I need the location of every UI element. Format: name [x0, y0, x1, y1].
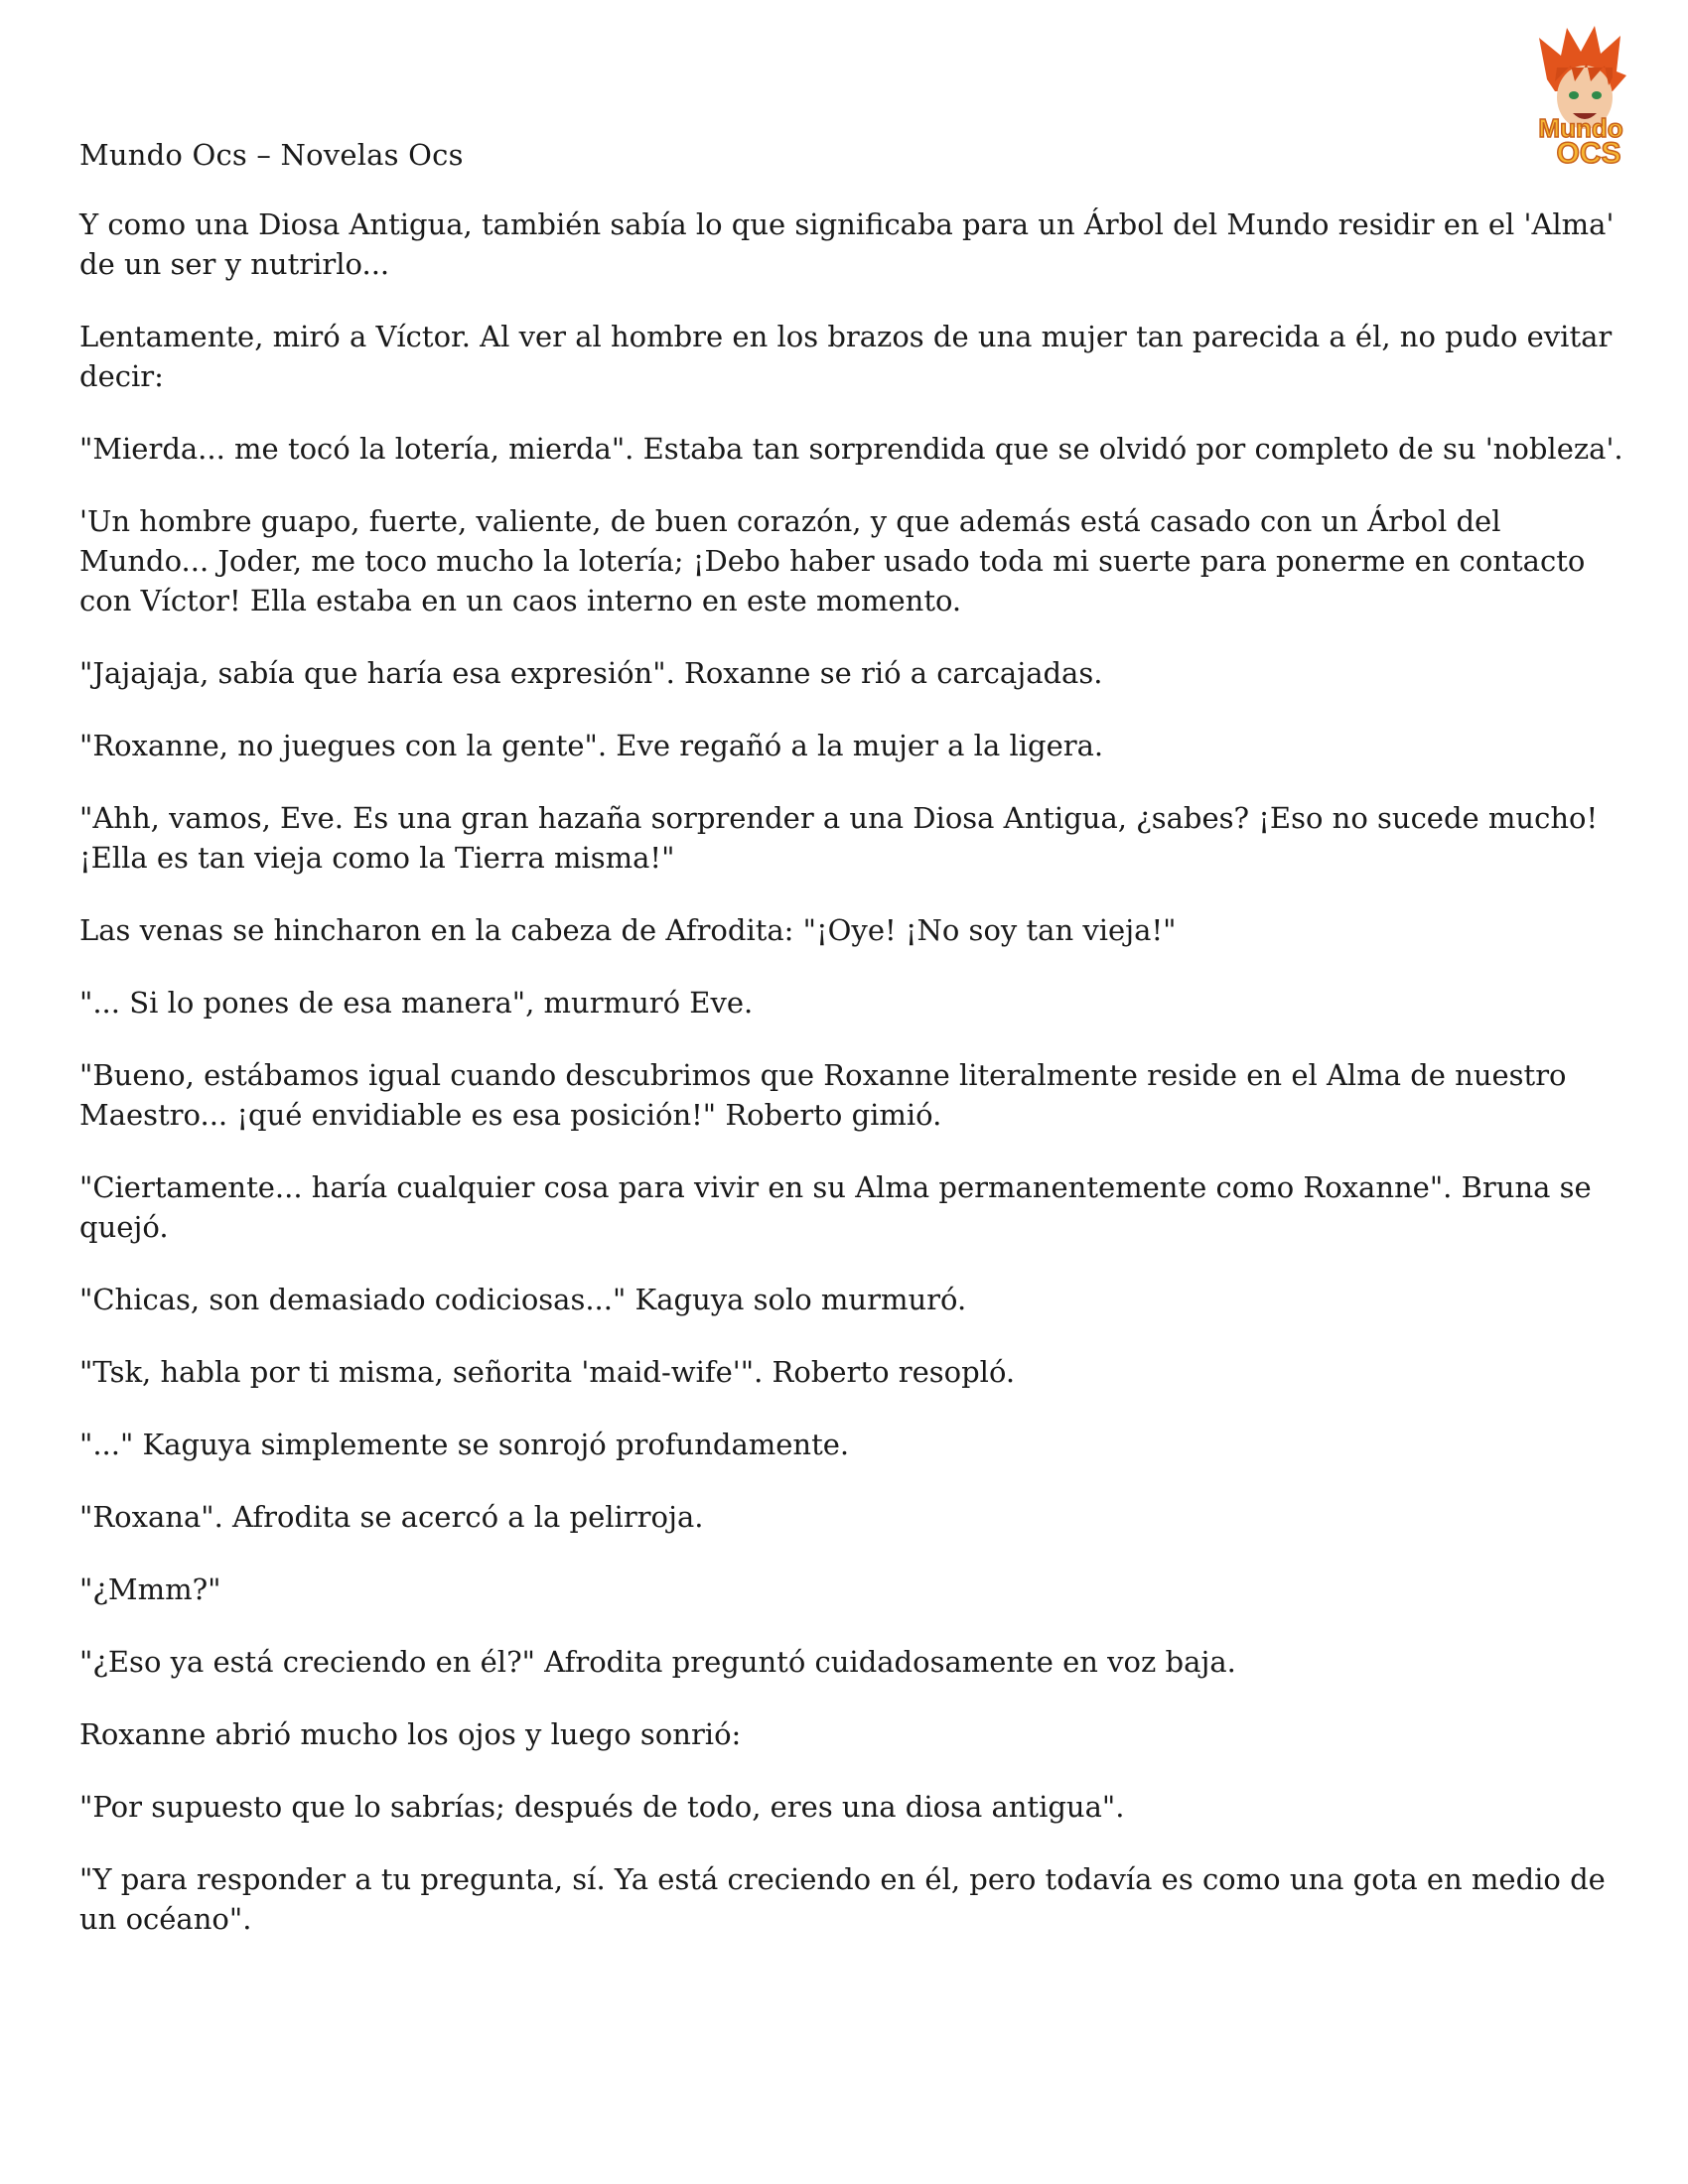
paragraph: "Roxana". Afrodita se acercó a la pelirroja.: [79, 1500, 704, 1534]
document-body: [79, 205, 1628, 1972]
paragraph: "Y para responder a tu pregunta, sí. Ya está creciendo en él, pero todavía es como una gota en medio de un océano".: [79, 1862, 1606, 1936]
page-header: Mundo Ocs – Novelas Ocs: [79, 138, 464, 172]
paragraph: "Roxanne, no juegues con la gente". Eve regañó a la mujer a la ligera.: [79, 729, 1104, 762]
paragraph: Y como una Diosa Antigua, también sabía lo que significaba para un Árbol del Mundo residir en el 'Alma' de un ser y nutrirlo...: [79, 207, 1615, 281]
logo-graphic: [1509, 20, 1658, 169]
paragraph: "Bueno, estábamos igual cuando descubrimos que Roxanne literalmente reside en el Alma de nuestro Maestro... ¡qué envidiable es esa posición!" Roberto gimió.: [79, 1058, 1567, 1132]
paragraph: "..." Kaguya simplemente se sonrojó profundamente.: [79, 1428, 850, 1461]
logo-text-line2: OCS: [1556, 137, 1621, 169]
paragraph: "¿Mmm?": [79, 1572, 221, 1606]
paragraph: "Por supuesto que lo sabrías; después de todo, eres una diosa antigua".: [79, 1790, 1125, 1824]
paragraph: "Chicas, son demasiado codiciosas..." Kaguya solo murmuró.: [79, 1283, 967, 1316]
paragraph: "Mierda... me tocó la lotería, mierda". Estaba tan sorprendida que se olvidó por completo de su 'nobleza'.: [79, 432, 1623, 466]
paragraph: "Jajajaja, sabía que haría esa expresión". Roxanne se rió a carcajadas.: [79, 656, 1103, 690]
paragraph: Roxanne abrió mucho los ojos y luego sonrió:: [79, 1717, 742, 1751]
paragraph: "Ciertamente... haría cualquier cosa para vivir en su Alma permanentemente como Roxanne". Bruna se quejó.: [79, 1170, 1592, 1244]
paragraph: "... Si lo pones de esa manera", murmuró Eve.: [79, 986, 754, 1020]
paragraph: "Ahh, vamos, Eve. Es una gran hazaña sorprender a una Diosa Antigua, ¿sabes? ¡Eso no sucede mucho! ¡Ella es tan vieja como la Tierra misma!": [79, 801, 1599, 875]
paragraph: Lentamente, miró a Víctor. Al ver al hombre en los brazos de una mujer tan parecida a él, no pudo evitar decir:: [79, 320, 1613, 393]
paragraph: 'Un hombre guapo, fuerte, valiente, de buen corazón, y que además está casado con un Árbol del Mundo... Joder, me toco mucho la lotería; ¡Debo haber usado toda mi suerte para ponerme en contacto con Víctor! Ella estaba en un caos interno en este momento.: [79, 504, 1586, 617]
logo-text-line1: Mundo: [1538, 113, 1623, 143]
paragraph: "Tsk, habla por ti misma, señorita 'maid-wife'". Roberto resopló.: [79, 1355, 1016, 1389]
mundo-ocs-logo: [1509, 20, 1658, 169]
paragraph: "¿Eso ya está creciendo en él?" Afrodita preguntó cuidadosamente en voz baja.: [79, 1645, 1236, 1679]
paragraph: Las venas se hincharon en la cabeza de Afrodita: "¡Oye! ¡No soy tan vieja!": [79, 913, 1177, 947]
